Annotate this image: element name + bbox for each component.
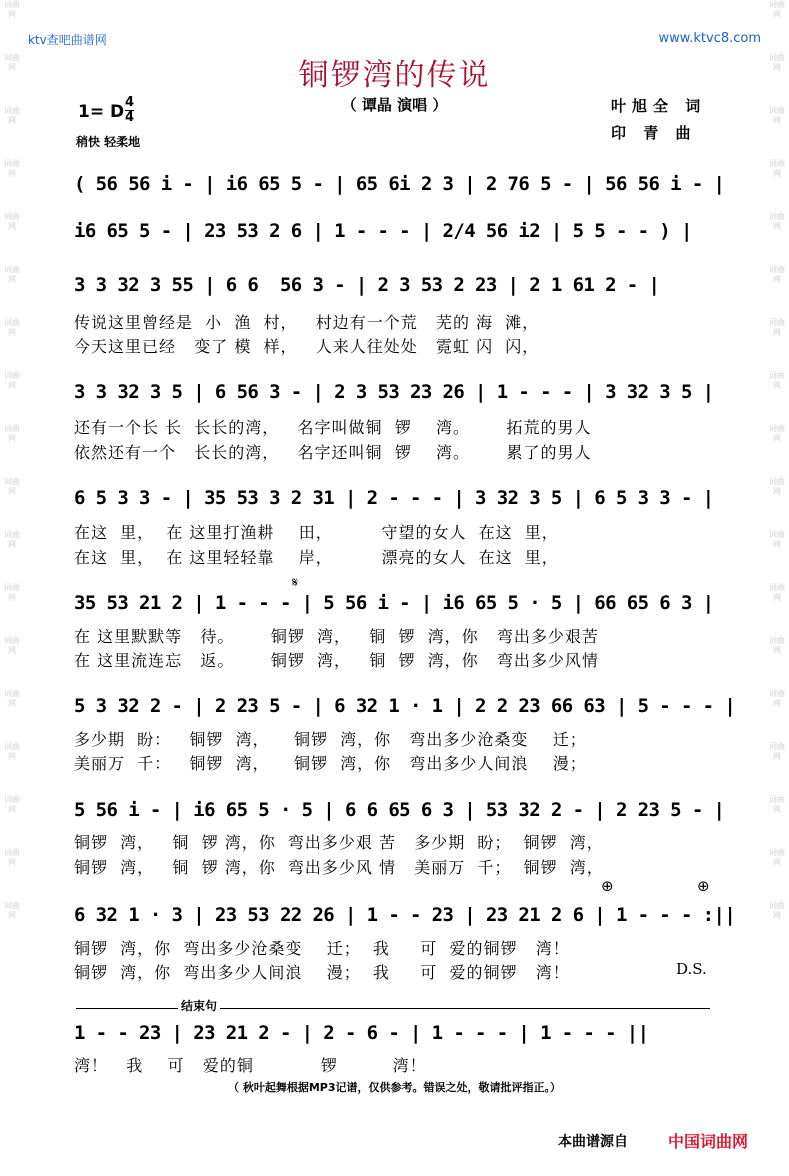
lyric-line-7a: 多少期 盼： 铜锣 湾， 铜锣 湾，你 弯出多少沧桑变 迁；: [74, 730, 587, 749]
transcription-note: （ 秋叶起舞根据MP3记谱，仅供参考。错误之处，敬请批评指正。）: [228, 1081, 561, 1094]
lyric-line-9b: 铜锣 湾，你 弯出多少人间浪 漫； 我 可 爱的铜锣 湾！: [74, 963, 570, 982]
brand-link[interactable]: 中国词曲网: [668, 1132, 749, 1151]
lyric-line-9a: 铜锣 湾，你 弯出多少沧桑变 迁； 我 可 爱的铜锣 湾！: [74, 939, 570, 958]
lyric-line-6b: 在 这里流连忘 返。 铜锣 湾， 铜 锣 湾，你 弯出多少风情: [74, 651, 599, 670]
tempo-marking: 稍快 轻柔地: [76, 135, 141, 149]
lyric-line-8b: 铜锣 湾， 铜 锣 湾，你 弯出多少风 情 美丽万 千； 铜锣 湾，: [74, 858, 604, 877]
time-signature: [125, 96, 134, 125]
lyric-line-10: 湾！ 我 可 爱的铜 锣 湾！: [74, 1056, 427, 1075]
notation-line-4: 3 3 32 3 5 | 6 56 3 - | 2 3 53 23 26 | 1 - - - | 3 32 3 5 |: [74, 381, 714, 403]
lyric-line-5a: 在这 里， 在 这里打渔耕 田， 守望的女人 在这 里，: [74, 523, 559, 542]
lyric-line-6a: 在 这里默默等 待。 铜锣 湾， 铜 锣 湾，你 弯出多少艰苦: [74, 627, 599, 646]
side-watermark-right: 词曲网 词曲网 词曲网 词曲网 词曲网 词曲网 词曲网 词曲网 词曲网 词曲网 词曲网 词曲网 词曲网 词曲网 词曲网 词曲网 词曲网 词曲网: [769, 0, 785, 920]
notation-line-2: i6 65 5 - | 23 53 2 6 | 1 - - - | 2/4 56 i2 | 5 5 - - ) |: [74, 220, 692, 242]
site-link-left[interactable]: ktv查吧曲谱网: [28, 33, 107, 47]
notation-line-1: ( 56 56 i - | i6 65 5 - | 65 6i 2 3 | 2 76 5 - | 56 56 i - |: [74, 173, 725, 195]
lyric-line-5b: 在这 里， 在 这里轻轻靠 岸， 漂亮的女人 在这 里，: [74, 548, 559, 567]
composer-credit: 印 青 曲: [611, 124, 697, 142]
notation-line-9: 6 32 1 · 3 | 23 53 22 26 | 1 - - 23 | 23 21 2 6 | 1 - - - :||: [74, 904, 736, 926]
performer: （ 谭晶 演唱 ）: [341, 96, 448, 114]
notation-line-7: 5 3 32 2 - | 2 23 5 - | 6 32 1 · 1 | 2 2 23 66 63 | 5 - - - |: [74, 695, 736, 717]
dal-segno-marking: D.S.: [676, 960, 707, 978]
lyric-line-7b: 美丽万 千： 铜锣 湾， 铜锣 湾，你 弯出多少人间浪 漫；: [74, 754, 587, 773]
side-watermark-left: 词曲网 词曲网 词曲网 词曲网 词曲网 词曲网 词曲网 词曲网 词曲网 词曲网 词曲网 词曲网 词曲网 词曲网 词曲网 词曲网 词曲网 词曲网: [4, 0, 20, 920]
lyric-line-4b: 依然还有一个 长长的湾， 名字还叫铜 锣 湾。 累了的男人: [74, 443, 592, 462]
lyricist-credit: 叶旭全 词: [611, 97, 707, 115]
lyric-line-4a: 还有一个长 长 长长的湾， 名字叫做铜 锣 湾。 拓荒的男人: [74, 418, 592, 437]
segno-sign: 𝄋: [292, 575, 299, 591]
source-label: 本曲谱源自: [558, 1134, 628, 1150]
lyric-line-8a: 铜锣 湾， 铜 锣 湾，你 弯出多少艰 苦 多少期 盼； 铜锣 湾，: [74, 833, 604, 852]
notation-line-6: 35 53 21 2 | 1 - - - | 5 56 i - | i6 65 5 · 5 | 66 65 6 3 |: [74, 592, 714, 614]
notation-line-10: 1 - - 23 | 23 21 2 - | 2 - 6 - | 1 - - - | 1 - - - ||: [74, 1022, 649, 1044]
ending-label: 结束句: [178, 997, 220, 1014]
notation-line-8: 5 56 i - | i6 65 5 · 5 | 6 6 65 6 3 | 53 32 2 - | 2 23 5 - |: [74, 799, 725, 821]
lyric-line-3b: 今天这里已经 变了 模 样， 人来人往处处 霓虹 闪 闪，: [74, 337, 540, 356]
coda-sign-1: ⊕: [601, 877, 614, 895]
notation-line-3: 3 3 32 3 55 | 6 6 56 3 - | 2 3 53 2 23 | 2 1 61 2 - |: [74, 274, 660, 296]
time-signature-top: 4: [125, 95, 135, 110]
key-signature: 1= D: [78, 102, 125, 122]
site-link-right[interactable]: www.ktvc8.com: [658, 31, 761, 46]
lyric-line-3a: 传说这里曾经是 小 渔 村， 村边有一个荒 芜的 海 滩，: [74, 313, 540, 332]
song-title: 铜锣湾的传说: [298, 58, 491, 93]
coda-sign-2: ⊕: [697, 877, 710, 895]
ending-bracket-line: [76, 1008, 710, 1009]
time-signature-bottom: 4: [125, 110, 135, 125]
notation-line-5: 6 5 3 3 - | 35 53 3 2 31 | 2 - - - | 3 32 3 5 | 6 5 3 3 - |: [74, 487, 714, 509]
